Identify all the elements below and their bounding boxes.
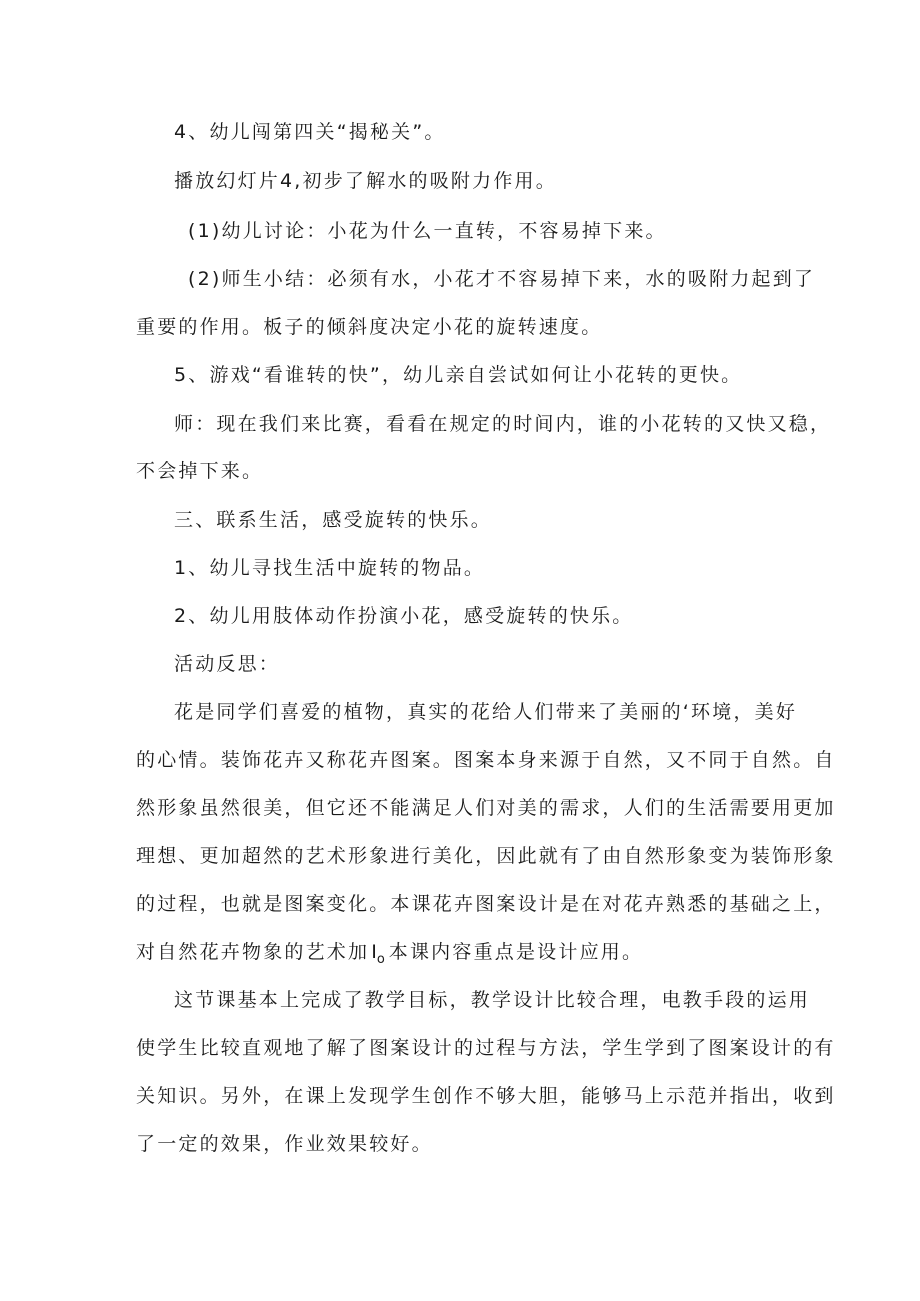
reflection-p1-line-6-end: 本课内容重点是设计应用。 — [388, 941, 644, 963]
reflection-p1-line-6-start: 对自然花卉物象的艺术加 — [136, 941, 370, 963]
reflection-p2-line-1: 这节课基本上完成了教学目标，教学设计比较合理，电教手段的运用 — [174, 989, 811, 1011]
reflection-p1-line-4: 理想、更加超然的艺术形象进行美化，因此就有了由自然形象变为装饰形象 — [136, 845, 836, 867]
glyph-artifact-sub: o — [376, 952, 385, 967]
item-2-text: 2、幼儿用肢体动作扮演小花，感受旋转的快乐。 — [174, 605, 634, 627]
teacher-line-2: 不会掉下来。 — [136, 460, 264, 482]
section-3-heading: 三、联系生活，感受旋转的快乐。 — [174, 509, 493, 531]
reflection-p2-line-4: 了一定的效果，作业效果较好。 — [136, 1133, 433, 1155]
item-1-text: 1、幼儿寻找生活中旋转的物品。 — [174, 557, 486, 579]
glyph-artifact-main: I — [371, 941, 377, 963]
reflection-p1-line-2: 的心情。装饰花卉又称花卉图案。图案本身来源于自然，又不同于自然。自 — [136, 749, 836, 771]
reflection-p2-line-3: 关知识。另外，在课上发现学生创作不够大胆，能够马上示范并指出，收到 — [136, 1085, 836, 1107]
step-5-game: 5、游戏“看谁转的快”，幼儿亲自尝试如何让小花转的更快。 — [174, 364, 743, 386]
reflection-heading: 活动反思： — [174, 653, 281, 675]
slide-4-text: 播放幻灯片4,初步了解水的吸附力作用。 — [174, 170, 557, 192]
reflection-p1-line-1: 花是同学们喜爱的植物，真实的花给人们带来了美丽的‘环境，美好 — [174, 701, 798, 723]
summary-item-2-line-2: 重要的作用。板子的倾斜度决定小花的旋转速度。 — [136, 316, 603, 338]
teacher-line-1: 师：现在我们来比赛，看看在规定的时间内，谁的小花转的又快又稳， — [174, 413, 832, 435]
reflection-p2-line-2: 使学生比较直观地了解了图案设计的过程与方法，学生学到了图案设计的有 — [136, 1037, 836, 1059]
step-4-heading: 4、幼儿闯第四关“揭秘关”。 — [174, 121, 446, 143]
summary-item-2-line-1: (2)师生小结：必须有水，小花才不容易掉下来，水的吸附力起到了 — [188, 268, 816, 290]
discussion-item-1: (1)幼儿讨论：小花为什么一直转，不容易掉下来。 — [188, 220, 667, 242]
reflection-p1-line-6 — [136, 939, 643, 973]
reflection-p1-line-5: 的过程，也就是图案变化。本课花卉图案设计是在对花卉熟悉的基础之上， — [136, 893, 836, 915]
glyph-artifact — [371, 941, 385, 967]
reflection-p1-line-3: 然形象虽然很美，但它还不能满足人们对美的需求，人们的生活需要用更加 — [136, 797, 836, 819]
